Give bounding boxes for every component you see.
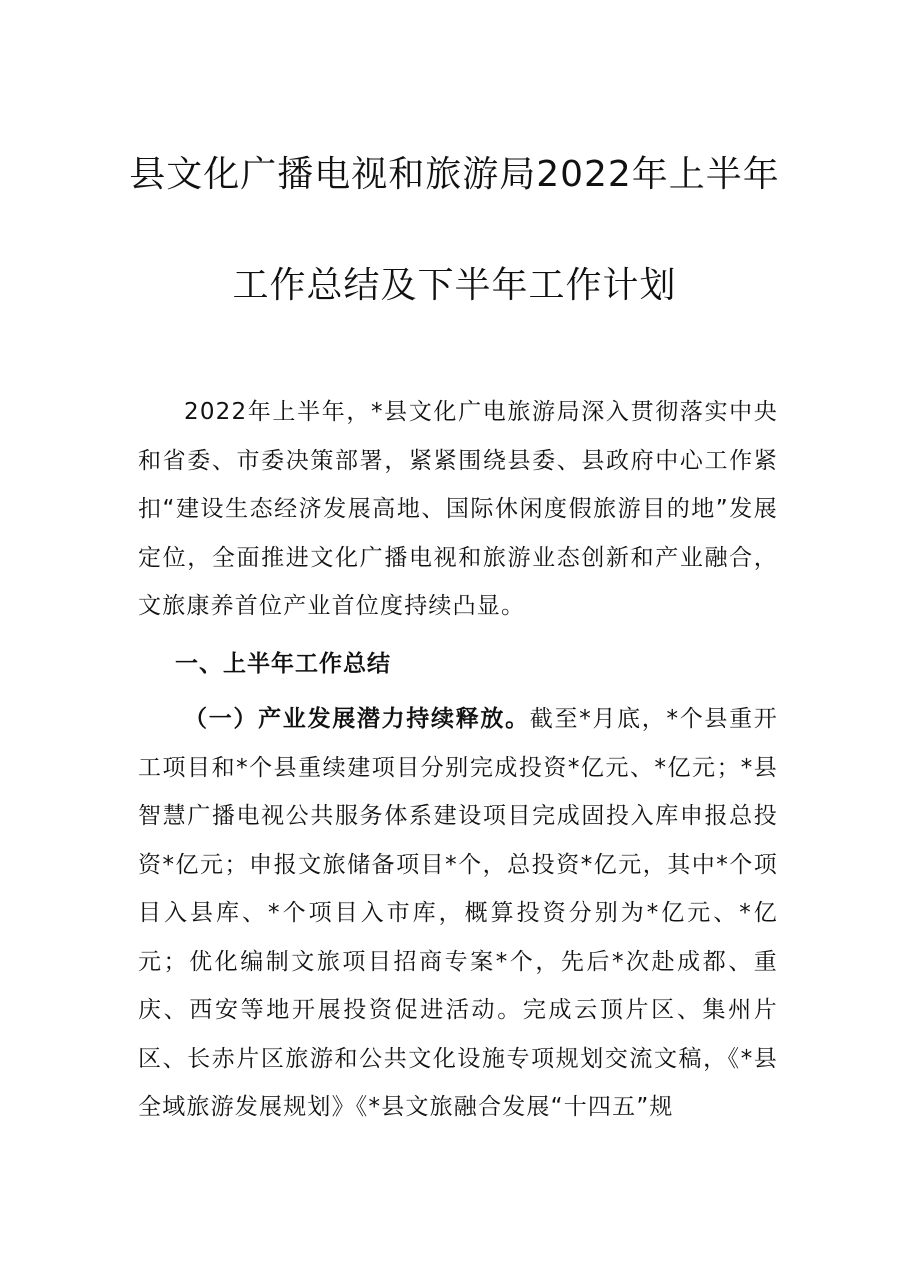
intro-paragraph: 2022年上半年，*县文化广电旅游局深入贯彻落实中央和省委、市委决策部署，紧紧围绕县委、县政府中心工作紧扣“建设生态经济发展高地、国际休闲度假旅游目的地”发展定位，全面推进文化广播电视和旅游业态创新和产业融合，文旅康养首位产业首位度持续凸显。 <box>138 399 778 619</box>
subsection-paragraph <box>138 695 778 1132</box>
subsection-text: 截至*月底，*个县重开工项目和*个县重续建项目分别完成投资*亿元、*亿元；*县智慧广播电视公共服务体系建设项目完成固投入库申报总投资*亿元；申报文旅储备项目*个，总投资*亿元，其中*个项目入县库、*个项目入市库，概算投资分别为*亿元、*亿元；优化编制文旅项目招商专案*个，先后*次赴成都、重庆、西安等地开展投资促进活动。完成云顶片区、集州片区、长赤片区旅游和公共文化设施专项规划交流文稿，《*县全域旅游发展规划》《*县文旅融合发展“十四五”规 <box>138 706 778 1120</box>
subsection-lead: （一）产业发展潜力持续释放。 <box>184 706 530 732</box>
document-title-line-1: 县文化广播电视和旅游局2022年上半年 <box>129 154 780 195</box>
section-heading: 一、上半年工作总结 <box>175 651 391 677</box>
document-title-line-2: 工作总结及下半年工作计划 <box>232 265 677 306</box>
